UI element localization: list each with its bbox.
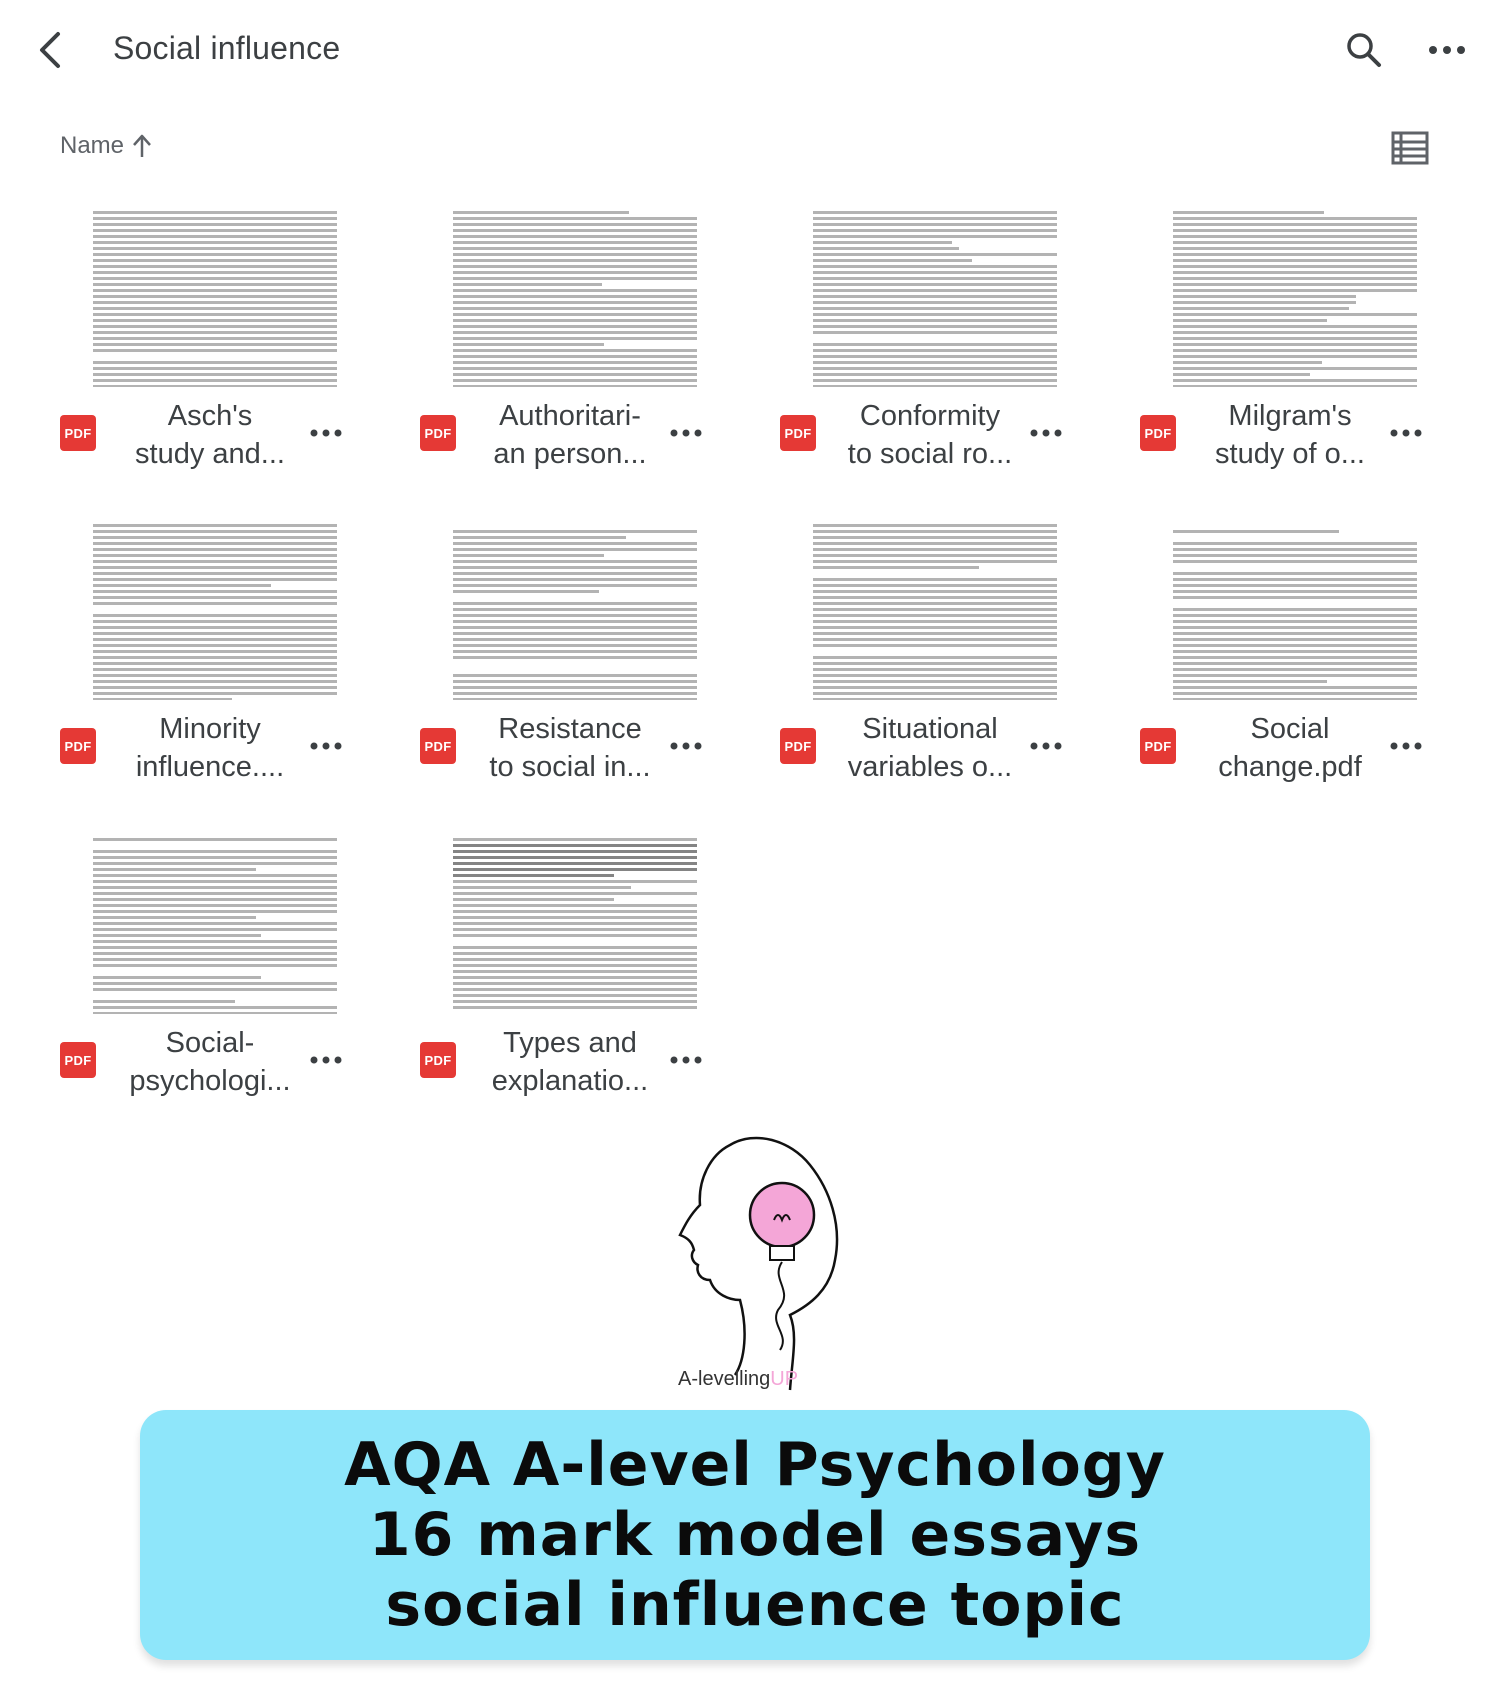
- file-name-line-2: to social ro...: [847, 438, 1013, 470]
- more-horizontal-icon: [306, 730, 346, 762]
- file-name[interactable]: [830, 397, 1030, 473]
- back-button[interactable]: [30, 28, 74, 72]
- file-more-button[interactable]: [666, 417, 706, 449]
- search-icon: [1342, 28, 1386, 72]
- file-more-button[interactable]: [1026, 417, 1066, 449]
- banner-line-3: social influence topic: [385, 1570, 1125, 1640]
- page-title: Social influence: [113, 30, 341, 66]
- search-button[interactable]: [1342, 28, 1386, 72]
- file-name-line-2: change.pdf: [1218, 751, 1362, 783]
- file-card[interactable]: [780, 518, 1110, 808]
- file-name[interactable]: [110, 710, 310, 786]
- file-name-line-2: study and...: [135, 438, 285, 470]
- file-name[interactable]: [110, 397, 310, 473]
- file-name[interactable]: [470, 710, 670, 786]
- file-name[interactable]: [110, 1024, 310, 1100]
- promo-banner: [140, 1410, 1370, 1660]
- more-horizontal-icon: [1026, 417, 1066, 449]
- pdf-icon: PDF: [60, 728, 96, 764]
- file-name-line-1: Social: [1250, 713, 1330, 745]
- pdf-icon: PDF: [420, 1042, 456, 1078]
- file-name-line-1: Situational: [862, 713, 998, 745]
- file-name-line-2: influence....: [135, 751, 285, 783]
- sort-label: Name: [60, 132, 125, 159]
- file-card[interactable]: [1140, 518, 1470, 808]
- file-more-button[interactable]: [1386, 730, 1426, 762]
- top-app-bar: [0, 0, 1500, 100]
- more-horizontal-icon: [1026, 730, 1066, 762]
- file-more-button[interactable]: [306, 730, 346, 762]
- file-card[interactable]: [780, 205, 1110, 495]
- file-name-line-2: an person...: [493, 438, 647, 470]
- a-levelling-up-logo: [670, 1120, 870, 1400]
- pdf-icon: PDF: [420, 415, 456, 451]
- file-more-button[interactable]: [306, 417, 346, 449]
- file-name-line-2: psychologi...: [129, 1065, 291, 1097]
- file-card[interactable]: [420, 518, 750, 808]
- head-lightbulb-icon: [670, 1120, 870, 1400]
- file-name[interactable]: [470, 1024, 670, 1100]
- more-horizontal-icon: [1386, 417, 1426, 449]
- file-name-line-1: Milgram's: [1228, 400, 1352, 432]
- file-name-line-1: Social-: [165, 1027, 255, 1059]
- more-horizontal-icon: [306, 1044, 346, 1076]
- file-name[interactable]: [1190, 710, 1390, 786]
- more-horizontal-icon: [666, 1044, 706, 1076]
- file-name-line-1: Resistance: [498, 713, 642, 745]
- arrow-up-icon: [130, 133, 154, 159]
- file-name-line-1: Asch's: [167, 400, 253, 432]
- list-view-icon: [1390, 130, 1430, 166]
- file-card[interactable]: [1140, 205, 1470, 495]
- file-name-line-1: Types and: [503, 1027, 637, 1059]
- file-more-button[interactable]: [666, 730, 706, 762]
- file-card[interactable]: [420, 205, 750, 495]
- pdf-icon: PDF: [1140, 728, 1176, 764]
- file-name-line-2: variables o...: [847, 751, 1013, 783]
- file-more-button[interactable]: [1386, 417, 1426, 449]
- file-name[interactable]: [830, 710, 1030, 786]
- file-name[interactable]: [470, 397, 670, 473]
- file-card[interactable]: [60, 518, 390, 808]
- file-thumbnail[interactable]: [85, 205, 345, 387]
- list-view-button[interactable]: [1390, 130, 1430, 166]
- file-name-line-1: Minority: [159, 713, 261, 745]
- pdf-icon: PDF: [780, 415, 816, 451]
- file-thumbnail[interactable]: [445, 518, 705, 700]
- file-thumbnail[interactable]: [445, 205, 705, 387]
- file-card[interactable]: [60, 832, 390, 1122]
- file-name-line-2: to social in...: [489, 751, 651, 783]
- pdf-icon: PDF: [1140, 415, 1176, 451]
- banner-line-2: 16 mark model essays: [368, 1500, 1142, 1570]
- file-thumbnail[interactable]: [805, 518, 1065, 700]
- file-more-button[interactable]: [306, 1044, 346, 1076]
- file-card[interactable]: [60, 205, 390, 495]
- file-thumbnail[interactable]: [85, 518, 345, 700]
- file-thumbnail[interactable]: [1165, 205, 1425, 387]
- file-name-line-2: explanatio...: [491, 1065, 649, 1097]
- file-more-button[interactable]: [1026, 730, 1066, 762]
- file-thumbnail[interactable]: [805, 205, 1065, 387]
- more-horizontal-icon: [1386, 730, 1426, 762]
- pdf-icon: PDF: [60, 415, 96, 451]
- chevron-left-icon: [30, 28, 74, 72]
- more-horizontal-icon: [1425, 30, 1469, 70]
- file-name-line-1: Authoritari-: [499, 400, 641, 432]
- file-more-button[interactable]: [666, 1044, 706, 1076]
- banner-line-1: AQA A-level Psychology: [344, 1430, 1166, 1500]
- file-thumbnail[interactable]: [85, 832, 345, 1014]
- sort-by-name-button[interactable]: [60, 132, 154, 160]
- file-card[interactable]: [420, 832, 750, 1122]
- pdf-icon: PDF: [420, 728, 456, 764]
- file-thumbnail[interactable]: [1165, 518, 1425, 700]
- more-horizontal-icon: [666, 730, 706, 762]
- file-name-line-1: Conformity: [859, 400, 1001, 432]
- logo-text: A-levellingUP: [678, 1368, 799, 1390]
- file-name-line-2: study of o...: [1215, 438, 1365, 470]
- file-thumbnail[interactable]: [445, 832, 705, 1014]
- more-options-button[interactable]: [1425, 30, 1469, 70]
- more-horizontal-icon: [306, 417, 346, 449]
- pdf-icon: PDF: [780, 728, 816, 764]
- file-name[interactable]: [1190, 397, 1390, 473]
- more-horizontal-icon: [666, 417, 706, 449]
- pdf-icon: PDF: [60, 1042, 96, 1078]
